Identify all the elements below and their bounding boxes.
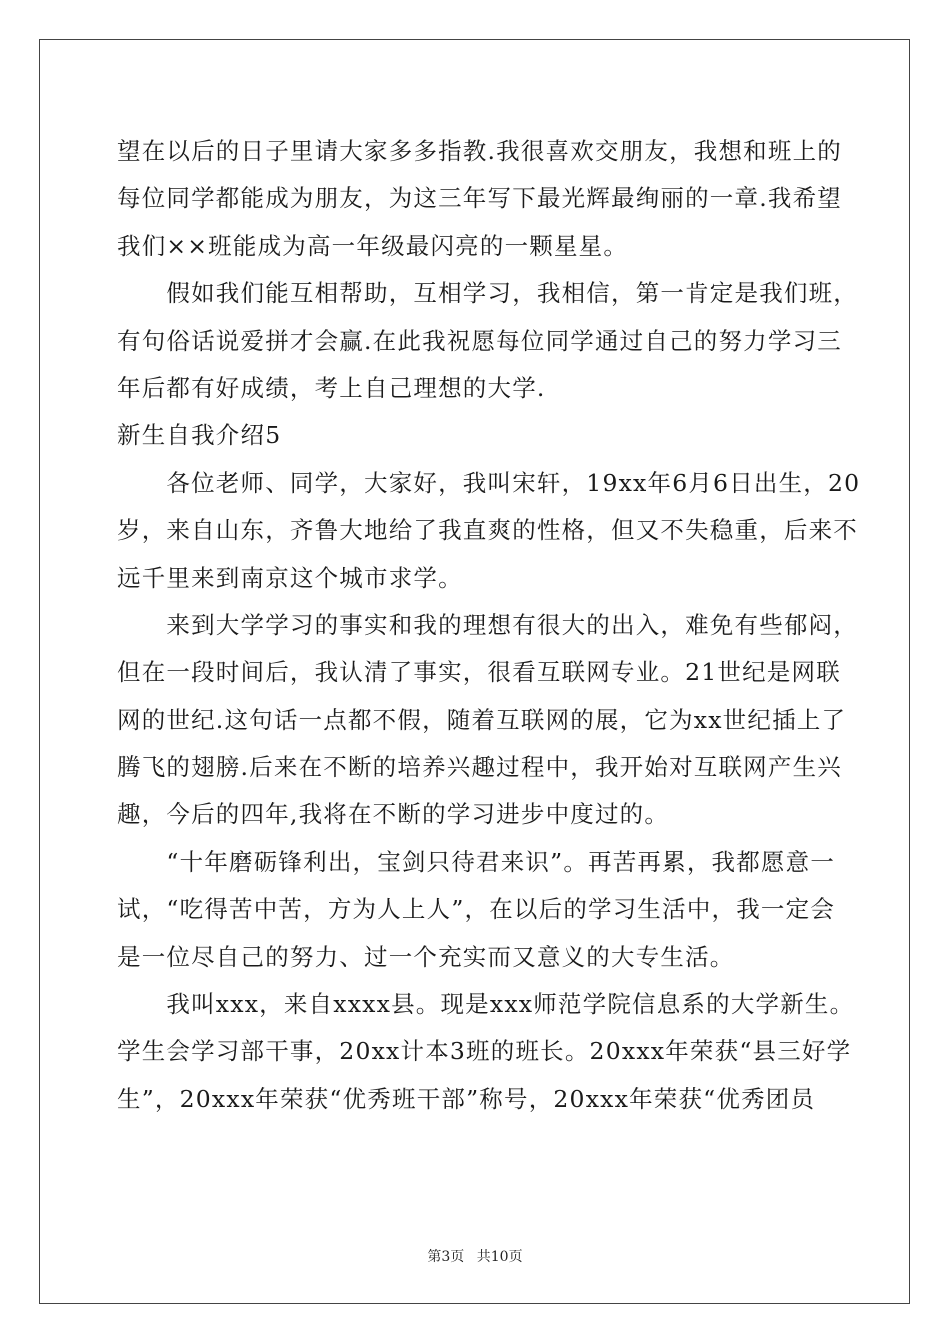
- text-line: 有句俗话说爱拼才会赢.在此我祝愿每位同学通过自己的努力学习三: [117, 326, 842, 355]
- section-heading: 新生自我介绍5: [117, 421, 282, 450]
- text-line: 腾飞的翅膀.后来在不断的培养兴趣过程中，我开始对互联网产生兴: [117, 753, 842, 782]
- text-line: 是一位尽自己的努力、过一个充实而又意义的大专生活。: [117, 942, 735, 971]
- text-line: 每位同学都能成为朋友，为这三年写下最光辉最绚丽的一章.我希望: [117, 184, 842, 213]
- page-total: 共10页: [476, 1249, 523, 1265]
- text-line: 生”，20xxx年荣获“优秀班干部”称号，20xxx年荣获“优秀团员: [117, 1084, 816, 1113]
- text-line: 网的世纪.这句话一点都不假，随着互联网的展，它为xx世纪插上了: [117, 705, 847, 734]
- text-line: 试，“吃得苦中苦，方为人上人”，在以后的学习生活中，我一定会: [117, 895, 836, 924]
- text-line: 来到大学学习的事实和我的理想有很大的出入，难免有些郁闷，: [117, 610, 858, 639]
- text-line: “十年磨砺锋利出，宝剑只待君来识”。再苦再累，我都愿意一: [117, 847, 836, 876]
- text-line: 年后都有好成绩，考上自己理想的大学.: [117, 373, 546, 402]
- text-line: 望在以后的日子里请大家多多指教.我很喜欢交朋友，我想和班上的: [117, 137, 842, 165]
- text-line: 各位老师、同学，大家好，我叫宋轩，19xx年6月6日出生，20: [117, 468, 861, 497]
- text-line: 假如我们能互相帮助，互相学习，我相信，第一肯定是我们班，: [117, 279, 858, 308]
- text-line: 但在一段时间后，我认清了事实，很看互联网专业。21世纪是网联: [117, 658, 841, 687]
- text-line: 学生会学习部干事，20xx计本3班的班长。20xxx年荣获“县三好学: [117, 1037, 852, 1066]
- page-number: 第3页: [427, 1249, 465, 1265]
- text-line: 岁，来自山东，齐鲁大地给了我直爽的性格，但又不失稳重，后来不: [117, 516, 858, 545]
- document-body: [117, 128, 861, 1123]
- text-line: 趣，今后的四年,我将在不断的学习进步中度过的。: [117, 800, 670, 829]
- page-footer: [0, 1246, 950, 1266]
- text-line: 我叫xxx，来自xxxx县。现是xxx师范学院信息系的大学新生。: [117, 990, 855, 1019]
- text-line: 远千里来到南京这个城市求学。: [117, 563, 463, 592]
- text-line: 我们××班能成为高一年级最闪亮的一颗星星。: [117, 231, 629, 260]
